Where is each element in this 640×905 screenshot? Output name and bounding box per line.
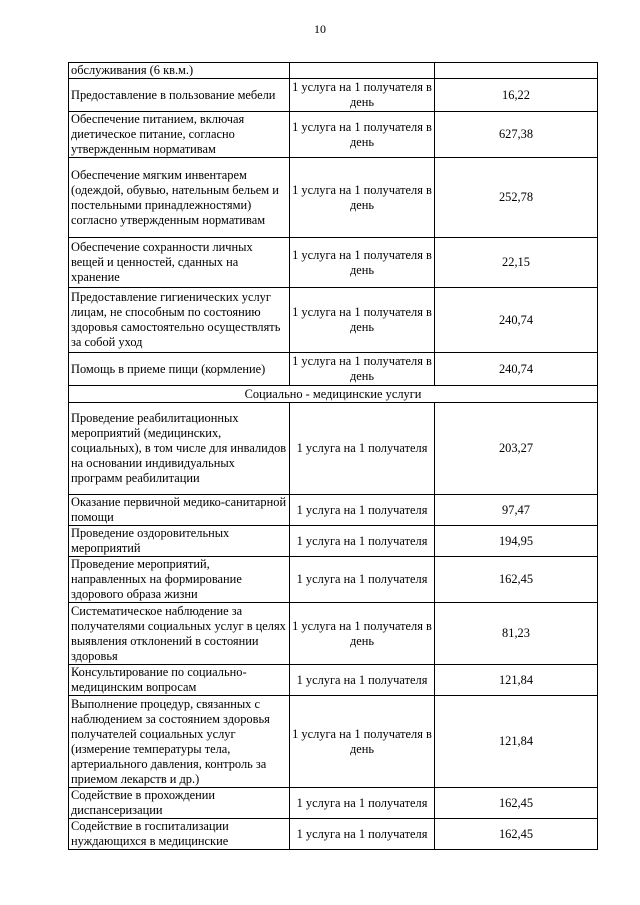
service-name: обслуживания (6 кв.м.) — [69, 63, 290, 79]
table-row — [69, 696, 598, 788]
service-unit: 1 услуга на 1 получателя в день — [290, 288, 435, 353]
table-row — [69, 112, 598, 158]
service-price: 194,95 — [435, 526, 598, 557]
service-unit: 1 услуга на 1 получателя — [290, 495, 435, 526]
table-row — [69, 557, 598, 603]
service-name: Обеспечение сохранности личных вещей и ценностей, сданных на хранение — [69, 238, 290, 288]
service-name: Проведение мероприятий, направленных на формирование здорового образа жизни — [69, 557, 290, 603]
table-row — [69, 63, 598, 79]
service-name: Предоставление в пользование мебели — [69, 79, 290, 112]
section-row — [69, 386, 598, 403]
table-row — [69, 79, 598, 112]
service-price: 81,23 — [435, 603, 598, 665]
service-unit: 1 услуга на 1 получателя — [290, 819, 435, 850]
table-row — [69, 288, 598, 353]
service-unit: 1 услуга на 1 получателя в день — [290, 353, 435, 386]
service-price: 627,38 — [435, 112, 598, 158]
service-unit: 1 услуга на 1 получателя в день — [290, 112, 435, 158]
service-name: Обеспечение мягким инвентарем (одеждой, обувью, нательным бельем и постельными принадлежностями) согласно утвержденным нормативам — [69, 158, 290, 238]
service-unit: 1 услуга на 1 получателя в день — [290, 238, 435, 288]
service-unit: 1 услуга на 1 получателя в день — [290, 696, 435, 788]
service-price: 252,78 — [435, 158, 598, 238]
service-unit — [290, 63, 435, 79]
service-price: 22,15 — [435, 238, 598, 288]
section-title: Социально - медицинские услуги — [69, 386, 598, 403]
table-row — [69, 495, 598, 526]
service-price: 16,22 — [435, 79, 598, 112]
service-price: 240,74 — [435, 288, 598, 353]
service-name: Оказание первичной медико-санитарной помощи — [69, 495, 290, 526]
service-name: Проведение реабилитационных мероприятий (медицинских, социальных), в том числе для инвалидов на основании индивидуальных программ реабилитации — [69, 403, 290, 495]
service-unit: 1 услуга на 1 получателя — [290, 788, 435, 819]
service-price: 162,45 — [435, 788, 598, 819]
table-row — [69, 603, 598, 665]
table-row — [69, 238, 598, 288]
service-name: Содействие в прохождении диспансеризации — [69, 788, 290, 819]
service-price: 162,45 — [435, 819, 598, 850]
service-unit: 1 услуга на 1 получателя — [290, 403, 435, 495]
service-name: Предоставление гигиенических услуг лицам, не способным по состоянию здоровья самостоятельно осуществлять за собой уход — [69, 288, 290, 353]
table-row — [69, 353, 598, 386]
service-unit: 1 услуга на 1 получателя в день — [290, 79, 435, 112]
service-price — [435, 63, 598, 79]
service-name: Систематическое наблюдение за получателями социальных услуг в целях выявления отклонений в состоянии здоровья — [69, 603, 290, 665]
service-price: 97,47 — [435, 495, 598, 526]
table-row — [69, 403, 598, 495]
service-name: Консультирование по социально-медицинским вопросам — [69, 665, 290, 696]
service-price: 121,84 — [435, 665, 598, 696]
service-unit: 1 услуга на 1 получателя — [290, 665, 435, 696]
service-price: 121,84 — [435, 696, 598, 788]
table-row — [69, 526, 598, 557]
table-row — [69, 158, 598, 238]
page-number: 10 — [314, 22, 326, 36]
service-name: Содействие в госпитализации нуждающихся в медицинские — [69, 819, 290, 850]
service-price: 203,27 — [435, 403, 598, 495]
services-table — [68, 62, 598, 850]
service-unit: 1 услуга на 1 получателя — [290, 526, 435, 557]
service-unit: 1 услуга на 1 получателя в день — [290, 603, 435, 665]
service-name: Выполнение процедур, связанных с наблюдением за состоянием здоровья получателей социальных услуг (измерение температуры тела, артериального давления, контроль за приемом лекарств и др.) — [69, 696, 290, 788]
table-row — [69, 665, 598, 696]
table-row — [69, 788, 598, 819]
service-price: 162,45 — [435, 557, 598, 603]
service-name: Проведение оздоровительных мероприятий — [69, 526, 290, 557]
service-name: Обеспечение питанием, включая диетическое питание, согласно утвержденным нормативам — [69, 112, 290, 158]
service-unit: 1 услуга на 1 получателя в день — [290, 158, 435, 238]
service-price: 240,74 — [435, 353, 598, 386]
table-row — [69, 819, 598, 850]
services-table-body — [69, 63, 598, 850]
service-name: Помощь в приеме пищи (кормление) — [69, 353, 290, 386]
service-unit: 1 услуга на 1 получателя — [290, 557, 435, 603]
